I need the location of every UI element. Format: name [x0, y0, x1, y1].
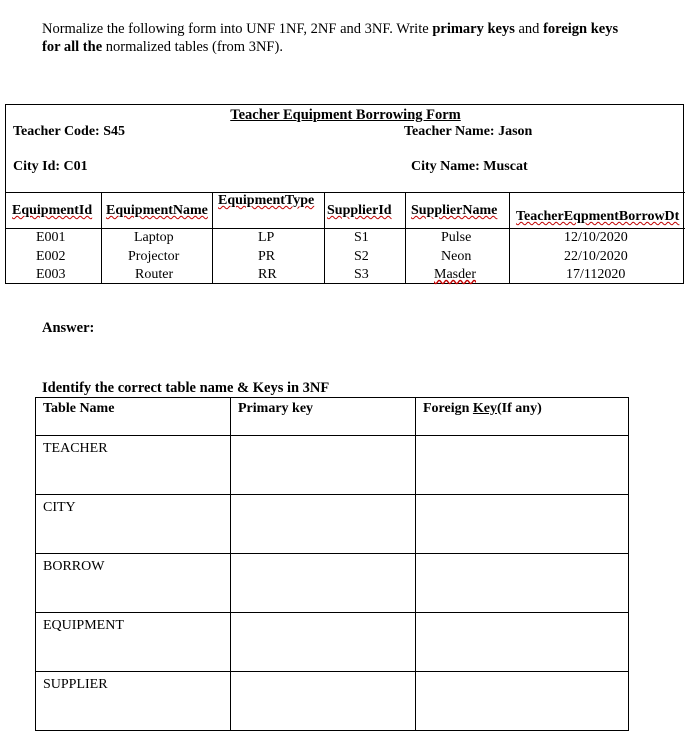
- cell: 17/112020: [566, 267, 626, 282]
- foreign-key-cell[interactable]: [416, 554, 629, 613]
- col-divider: [509, 192, 510, 284]
- teacher-code: Teacher Code: S45: [13, 124, 125, 139]
- header-table-name: Table Name: [36, 398, 231, 436]
- cell: E001: [36, 230, 66, 245]
- cell: 22/10/2020: [564, 249, 628, 264]
- cell: LP: [258, 230, 275, 245]
- foreign-text: Foreign: [423, 401, 473, 416]
- header-bottom-line: [6, 228, 685, 229]
- primary-key-cell[interactable]: [231, 436, 416, 495]
- teacher-name: Teacher Name: Jason: [404, 124, 533, 139]
- table-name-cell: EQUIPMENT: [36, 613, 231, 672]
- cell: Masder: [434, 267, 476, 282]
- intro-rest: normalized tables (from 3NF).: [102, 39, 283, 55]
- primary-key-cell[interactable]: [231, 495, 416, 554]
- cell: Pulse: [441, 230, 472, 245]
- cell: PR: [258, 249, 276, 264]
- cell: E002: [36, 249, 66, 264]
- table-row: [36, 436, 629, 495]
- col-divider: [212, 192, 213, 284]
- borrowing-form: [5, 104, 684, 284]
- intro-text: Normalize the following form into UNF 1NF, 2NF and 3NF. Write: [42, 21, 433, 37]
- intro-foreign-keys: foreign keys: [543, 21, 619, 37]
- table-row: [36, 554, 629, 613]
- table-name-cell: BORROW: [36, 554, 231, 613]
- cell: S2: [354, 249, 369, 264]
- table-name-cell: SUPPLIER: [36, 672, 231, 731]
- cell: Projector: [128, 249, 180, 264]
- table-row: [36, 495, 629, 554]
- col-header: TeacherEqpmentBorrowDt: [516, 209, 680, 224]
- foreign-key-cell[interactable]: [416, 495, 629, 554]
- city-name: City Name: Muscat: [411, 159, 528, 174]
- col-divider: [405, 192, 406, 284]
- key-text: Key: [472, 401, 498, 416]
- table-row: [36, 672, 629, 731]
- cell: E003: [36, 267, 66, 282]
- foreign-key-cell[interactable]: [416, 436, 629, 495]
- primary-key-cell[interactable]: [231, 613, 416, 672]
- form-title: Teacher Equipment Borrowing Form: [230, 107, 461, 123]
- cell: S1: [354, 230, 369, 245]
- intro-primary-keys: primary keys: [432, 21, 515, 37]
- keys-table: [35, 397, 629, 731]
- col-header: SupplierName: [411, 203, 498, 218]
- col-header: EquipmentType: [218, 193, 315, 208]
- instructions: [42, 20, 662, 56]
- header-foreign-key: [416, 398, 629, 436]
- intro-and: and: [514, 21, 544, 37]
- cell: Neon: [441, 249, 472, 264]
- cell: S3: [354, 267, 369, 282]
- keys-header-row: [36, 398, 629, 436]
- header-primary-key: Primary key: [231, 398, 416, 436]
- col-header: EquipmentId: [12, 203, 93, 218]
- foreign-key-cell[interactable]: [416, 672, 629, 731]
- answer-label: Answer:: [42, 320, 95, 336]
- primary-key-cell[interactable]: [231, 672, 416, 731]
- col-header: SupplierId: [327, 203, 392, 218]
- cell: 12/10/2020: [564, 230, 628, 245]
- city-id: City Id: C01: [13, 159, 88, 174]
- cell: RR: [258, 267, 277, 282]
- intro-for-all: for all the: [42, 39, 103, 55]
- cell: Laptop: [134, 230, 174, 245]
- table-row: [36, 613, 629, 672]
- primary-key-cell[interactable]: [231, 554, 416, 613]
- identify-label: Identify the correct table name & Keys in 3NF: [42, 380, 330, 396]
- table-name-cell: CITY: [36, 495, 231, 554]
- col-divider: [101, 192, 102, 284]
- header-top-line: [6, 192, 685, 193]
- table-name-cell: TEACHER: [36, 436, 231, 495]
- if-any-text: (If any): [497, 401, 542, 416]
- col-header: EquipmentName: [106, 203, 208, 218]
- foreign-key-cell[interactable]: [416, 613, 629, 672]
- col-divider: [324, 192, 325, 284]
- cell: Router: [135, 267, 174, 282]
